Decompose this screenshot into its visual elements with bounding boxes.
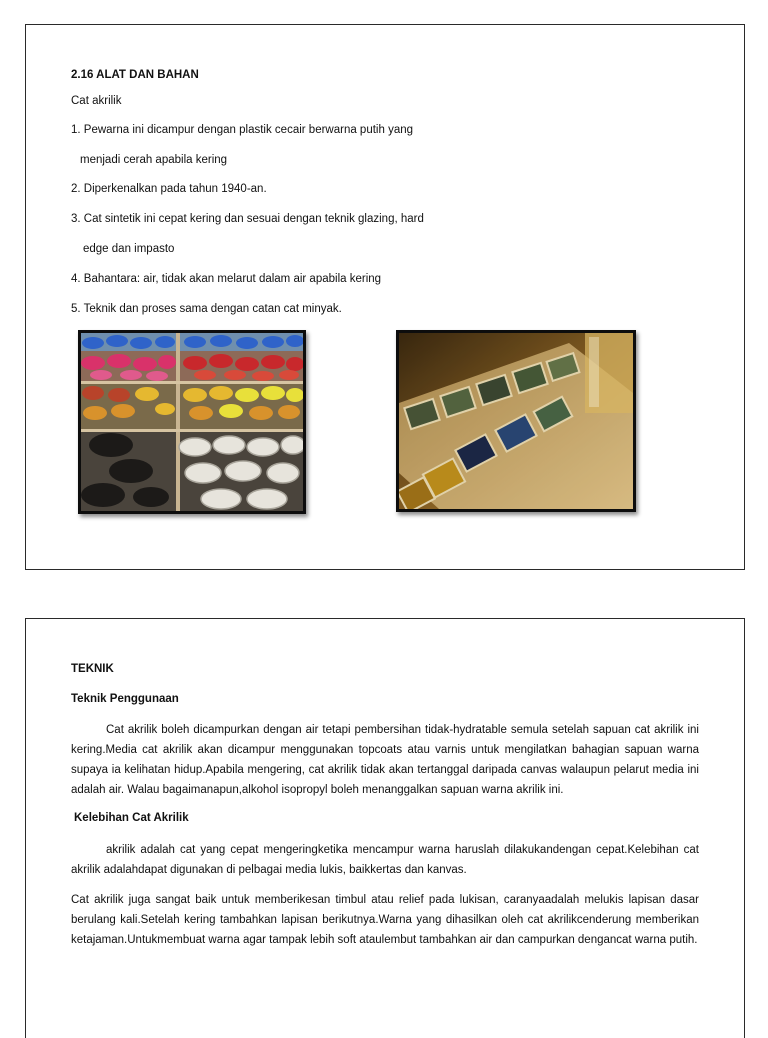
list-item: 2. Diperkenalkan pada tahun 1940-an. [71,183,267,195]
section-title: TEKNIK [71,663,114,675]
list-item: 1. Pewarna ini dicampur dengan plastik cecair berwarna putih yang [71,124,414,136]
pigment-pots-photo [78,330,306,514]
section-heading: 2.16 ALAT DAN BAHAN [71,69,199,81]
list-item: 4. Bahantara: air, tidak akan melarut dalam air apabila kering [71,273,382,285]
paragraph: Cat akrilik juga sangat baik untuk memberikesan timbul atau relief pada lukisan, caranyaadalah melukis lapisan dasar berulang kali.Setelah kering tambahkan lapisan berikutnya.Warna yang dihasilkan oleh cat akrilikcenderung memberikan ketajaman.Untukmembuat warna agar tampak lebih soft ataulembut tambahkan air dan campurkan dengancat warna putih. [71,894,699,946]
paragraph: Cat akrilik boleh dicampurkan dengan air tetapi pembersihan tidak-hydratable semula setelah sapuan cat akrilik ini kering.Media cat akrilik akan dicampur menggunakan topcoats atau varnis untuk mengilatkan bahagian sapuan warna supaya ia kelihatan hidup.Apabila mengering, cat akrilik tidak akan tertanggal daripada canvas walaupun pelarut media ini adalah air. Walau bagaimanapun,alkohol isopropyl boleh menanggalkan sapuan warna akrilik ini. [71,724,699,796]
paint-palette-photo [396,330,636,512]
document-page-1 [25,24,745,570]
document-page-2 [25,618,745,1038]
list-item-continuation: edge dan impasto [83,243,175,255]
list-item: 5. Teknik dan proses sama dengan catan cat minyak. [71,303,342,315]
subsection-title: Kelebihan Cat Akrilik [74,812,189,824]
section-subheading: Cat akrilik [71,95,122,107]
subsection-title: Teknik Penggunaan [71,693,179,705]
paragraph: akrilik adalah cat yang cepat mengeringketika mencampur warna haruslah dilakukandengan cepat.Kelebihan cat akrilik adalahdapat digunakan di pelbagai media lukis, baikkertas dan kanvas. [71,844,699,876]
list-item-continuation: menjadi cerah apabila kering [80,154,228,166]
list-item: 3. Cat sintetik ini cepat kering dan sesuai dengan teknik glazing, hard [71,213,424,225]
